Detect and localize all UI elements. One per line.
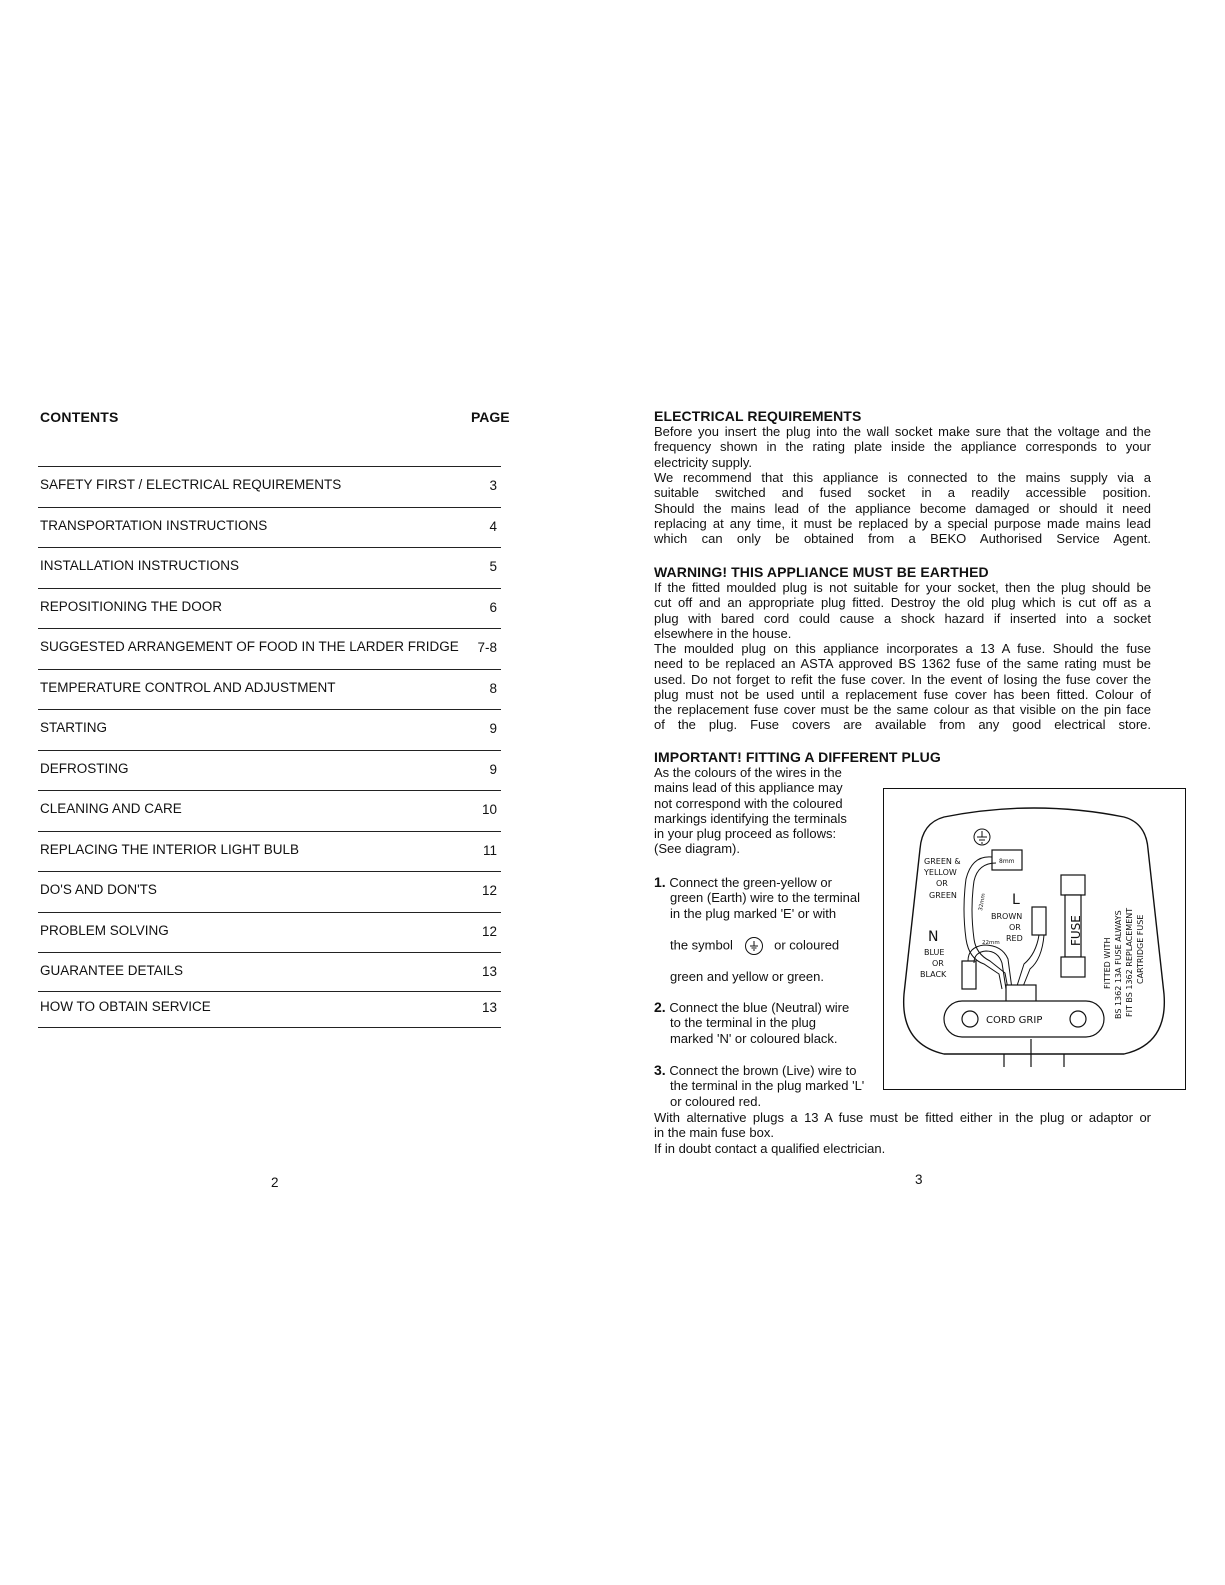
text-line: or coloured xyxy=(774,937,840,953)
toc-page: 5 xyxy=(489,559,497,574)
toc-page: 9 xyxy=(489,721,497,736)
side-note: FIT BS 1362 REPLACEMENT xyxy=(1125,907,1134,1017)
electrical-heading: ELECTRICAL REQUIREMENTS xyxy=(654,408,862,424)
toc-label: SAFETY FIRST / ELECTRICAL REQUIREMENTS xyxy=(40,477,342,492)
text-line: need to be replaced an ASTA approved BS 1362 fuse of the same rating must be xyxy=(654,656,1151,672)
toc-row xyxy=(38,912,501,953)
step-3 xyxy=(654,1063,864,1109)
warning-paragraph-2 xyxy=(654,641,1151,733)
toc-label: GUARANTEE DETAILS xyxy=(40,963,184,978)
text-line: If in doubt contact a qualified electrician. xyxy=(654,1140,886,1156)
step-2 xyxy=(654,1000,849,1046)
step-number: 1. xyxy=(654,874,666,890)
text-line: the symbol xyxy=(670,937,733,953)
toc-row xyxy=(38,709,501,750)
live-letter: L xyxy=(1012,892,1020,908)
warning-paragraph-1 xyxy=(654,580,1151,641)
live-label: RED xyxy=(1006,934,1023,943)
text-line: The moulded plug on this appliance incorporates a 13 A fuse. Should the fuse xyxy=(654,641,1151,656)
text-line: green (Earth) wire to the terminal xyxy=(670,890,861,906)
toc-label: TEMPERATURE CONTROL AND ADJUSTMENT xyxy=(40,679,336,695)
text-line: electricity supply. xyxy=(654,454,753,470)
earth-symbol-icon xyxy=(745,937,763,955)
neutral-label: BLACK xyxy=(920,970,947,979)
text-line: mains lead of this appliance may xyxy=(654,780,843,796)
toc-label: DEFROSTING xyxy=(40,760,129,776)
toc-row xyxy=(38,466,501,507)
side-note: BS 1362 13A FUSE ALWAYS xyxy=(1114,910,1123,1019)
toc-page: 3 xyxy=(489,478,497,493)
text-line: Before you insert the plug into the wall socket make sure that the voltage and the xyxy=(654,424,1151,439)
plug-wiring-diagram xyxy=(883,788,1186,1090)
step-1-last-line xyxy=(654,969,824,984)
earth-label: OR xyxy=(936,879,948,888)
text-line: cut off and an appropriate plug fitted. Destroy the old plug which is cut off as a xyxy=(654,595,1151,611)
text-line: As the colours of the wires in the xyxy=(654,765,842,780)
step-1-symbol-line xyxy=(654,937,839,955)
text-line: We recommend that this appliance is connected to the mains supply via a xyxy=(654,470,1151,485)
side-note: CARTRIDGE FUSE xyxy=(1136,914,1145,984)
toc-page: 6 xyxy=(489,599,497,615)
toc-row xyxy=(38,991,501,1028)
toc-row xyxy=(38,628,501,669)
toc-page: 4 xyxy=(489,518,497,534)
toc-row xyxy=(38,669,501,710)
toc-label: CLEANING AND CARE xyxy=(40,801,182,816)
text-line: in your plug proceed as follows: xyxy=(654,826,837,842)
plug-diagram-svg xyxy=(884,789,1185,1089)
toc-row xyxy=(38,871,501,912)
text-line: used. Do not forget to refit the fuse cover. In the event of losing the fuse cover the xyxy=(654,671,1151,687)
electrical-paragraph-1 xyxy=(654,424,1151,470)
text-line: With alternative plugs a 13 A fuse must be fitted either in the plug or adaptor or xyxy=(654,1110,1151,1125)
toc-label: STARTING xyxy=(40,720,108,735)
page-column-header: PAGE xyxy=(471,409,510,425)
text-line: (See diagram). xyxy=(654,841,740,857)
closing-paragraph xyxy=(654,1110,1151,1156)
earth-terminal-icon xyxy=(974,829,990,845)
toc-page: 12 xyxy=(481,883,497,898)
toc-row xyxy=(38,952,501,993)
toc-page: 8 xyxy=(489,680,497,696)
text-line: to the terminal in the plug xyxy=(670,1015,816,1031)
live-label: BROWN xyxy=(991,912,1023,921)
text-line: plug with bared cord could cause a shock hazard if inserted into a socket xyxy=(654,610,1151,626)
toc-label: SUGGESTED ARRANGEMENT OF FOOD IN THE LARDER FRIDGE xyxy=(40,639,459,654)
earth-label: GREEN xyxy=(929,891,957,900)
text-line: not correspond with the coloured xyxy=(654,795,843,811)
toc-page: 7-8 xyxy=(477,640,497,655)
toc-row xyxy=(38,507,501,548)
step-number: 2. xyxy=(654,999,666,1015)
text-line: If the fitted moulded plug is not suitable for your socket, then the plug should be xyxy=(654,580,1151,595)
contents-title: CONTENTS xyxy=(40,409,119,425)
toc-divider xyxy=(38,1027,501,1028)
text-line: elsewhere in the house. xyxy=(654,625,792,641)
fitting-heading: IMPORTANT! FITTING A DIFFERENT PLUG xyxy=(654,749,941,765)
toc-page: 13 xyxy=(481,964,497,979)
toc-label: INSTALLATION INSTRUCTIONS xyxy=(40,558,240,573)
text-line: green and yellow or green. xyxy=(670,969,824,984)
text-line: in the main fuse box. xyxy=(654,1125,774,1141)
toc-page: 9 xyxy=(489,761,497,777)
text-line: suitable switched and fused socket in a readily accessible position. xyxy=(654,485,1151,501)
toc-label: DO'S AND DON'TS xyxy=(40,882,157,897)
page-number-right: 3 xyxy=(915,1172,923,1187)
text-line: Connect the brown (Live) wire to xyxy=(669,1063,857,1078)
toc-page: 10 xyxy=(481,802,497,817)
toc-row xyxy=(38,547,501,588)
warning-heading: WARNING! THIS APPLIANCE MUST BE EARTHED xyxy=(654,564,989,580)
toc-row xyxy=(38,831,501,872)
text-line: replacing at any time, it must be replaced by a special purpose made mains lead xyxy=(654,515,1151,531)
text-line: of the plug. Fuse covers are available from any good electrical store. xyxy=(654,717,1151,733)
text-line: marked 'N' or coloured black. xyxy=(670,1030,838,1046)
text-line: Connect the blue (Neutral) wire xyxy=(669,1000,850,1015)
electrical-paragraph-2 xyxy=(654,470,1151,546)
toc-label: HOW TO OBTAIN SERVICE xyxy=(40,999,211,1014)
text-line: plug must not be used until a replacement fuse cover has been fitted. Colour of xyxy=(654,686,1151,702)
side-note: FITTED WITH xyxy=(1103,937,1112,989)
text-line: Connect the green-yellow or xyxy=(669,875,832,890)
toc-label: PROBLEM SOLVING xyxy=(40,922,169,938)
earth-label: GREEN & xyxy=(924,857,961,866)
cord-grip-label: CORD GRIP xyxy=(986,1015,1043,1026)
toc-label: TRANSPORTATION INSTRUCTIONS xyxy=(40,517,268,533)
text-line: the replacement fuse cover must be the same colour as that visible on the pin face xyxy=(654,702,1151,718)
step-number: 3. xyxy=(654,1062,666,1078)
text-line: in the plug marked 'E' or with xyxy=(670,905,837,921)
page-number-left: 2 xyxy=(271,1175,279,1190)
toc-label: REPLACING THE INTERIOR LIGHT BULB xyxy=(40,841,300,857)
measure-label: 32mm xyxy=(978,892,988,912)
neutral-label: BLUE xyxy=(924,948,945,957)
toc-row xyxy=(38,790,501,831)
toc-page: 11 xyxy=(482,842,497,858)
neutral-letter: N xyxy=(928,929,939,945)
measure-label: 22mm xyxy=(982,940,1000,946)
fitting-intro xyxy=(654,765,879,857)
text-line: Should the mains lead of the appliance become damaged or should it need xyxy=(654,500,1151,516)
text-line: frequency shown in the rating plate inside the appliance corresponds to your xyxy=(654,439,1151,455)
live-label: OR xyxy=(1009,923,1021,932)
text-line: which can only be obtained from a BEKO Authorised Service Agent. xyxy=(654,531,1151,547)
measure-label: 8mm xyxy=(999,858,1015,865)
earth-label: YELLOW xyxy=(924,868,957,877)
neutral-label: OR xyxy=(932,959,944,968)
text-line: the terminal in the plug marked 'L' xyxy=(670,1078,865,1094)
toc-label: REPOSITIONING THE DOOR xyxy=(40,598,223,614)
fuse-label: FUSE xyxy=(1069,915,1083,946)
toc-row xyxy=(38,588,501,629)
toc-page: 13 xyxy=(481,1000,497,1015)
text-line: markings identifying the terminals xyxy=(654,810,847,826)
step-1 xyxy=(654,875,860,921)
toc-row xyxy=(38,750,501,791)
toc-page: 12 xyxy=(481,923,497,939)
text-line: or coloured red. xyxy=(670,1093,762,1109)
